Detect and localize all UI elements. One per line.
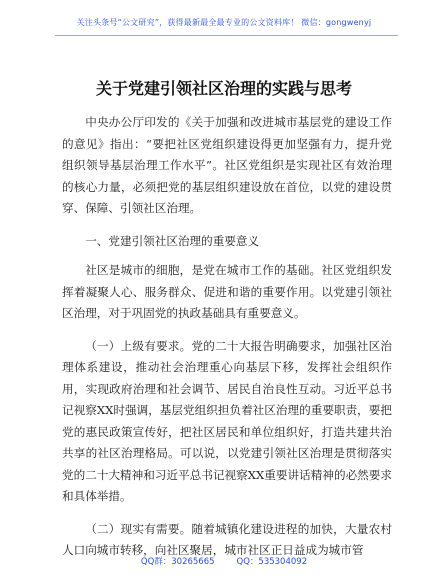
paragraph-point-1: （一）上级有要求。党的二十大报告明确要求，加强社区治理体系建设，推动社会治理重心向基层下移，发挥社会组织作用，实现政府治理和社会调节、居民自治良性互动。习近平总书记视察XX时强调，基层党组织担负着社区治理的重要职责，要把党的惠民政策宣传好，把社区居民和单位组织好，打造共建共治共享的社区治理格局。可以说，以党建引领社区治理是贯彻落实党的二十大精神和习近平总书记视察XX重要讲话精神的必然要求和具体举措。	[62, 338, 392, 503]
header-banner: 关注头条号“公文研究”，获得最新最全最专业的公文资料库！ 微信：gongwenyj	[76, 18, 372, 27]
document-title: 关于党建引领社区治理的实践与思考	[95, 79, 352, 98]
paragraph-section-1: 社区是城市的细胞，是党在城市工作的基础。社区党组织发挥着凝聚人心、服务群众、促进和谐的重要作用。以党建引领社区治理，对于巩固党的执政基础具有重要意义。	[62, 263, 392, 320]
paragraph-intro: 中央办公厅印发的《关于加强和改进城市基层党的建设工作的意见》指出：“要把社区党组织建设得更加坚强有力，提升党组织领导基层治理工作水平”。社区党组织是实现社区有效治理的核心力量，必须把党的基层组织建设放在首位，以党的建设贯穿、保障、引领社区治理。	[62, 115, 392, 215]
document-body	[62, 112, 392, 573]
footer-qq: QQ：535304092	[236, 557, 308, 567]
footer-contact	[0, 555, 448, 567]
header-divider	[55, 35, 398, 36]
footer-qq-group: QQ群：30265665	[140, 557, 215, 567]
paragraph-point-2: （二）现实有需要。随着城镇化建设进程的加快，大量农村人口向城市转移，向社区聚居，城市社区正日益成为城市管	[62, 521, 392, 557]
section-heading-1: 一、党建引领社区治理的重要意义	[85, 233, 260, 248]
